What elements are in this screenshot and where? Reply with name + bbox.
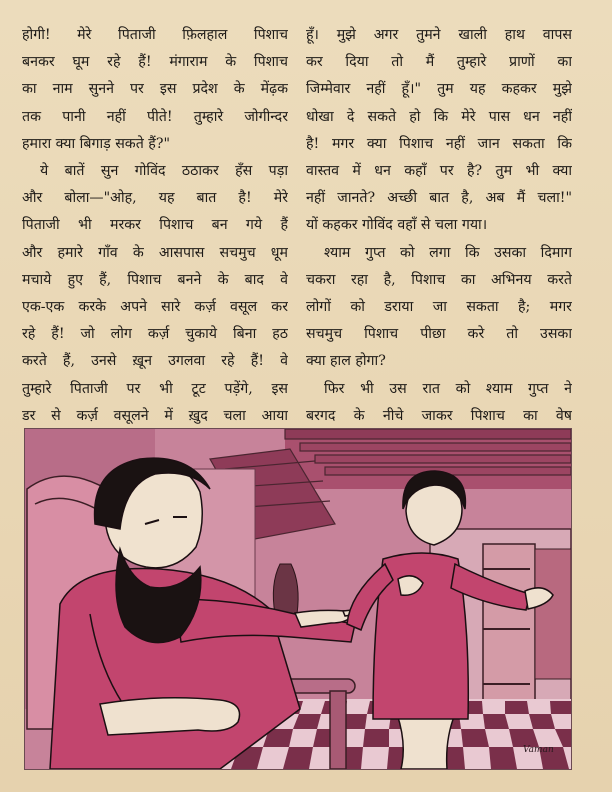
text-column-left: [22, 22, 288, 430]
text-column-right: [306, 22, 572, 430]
text-line: डर से कर्ज़ वसूलने में ख़ुद चला आया: [22, 407, 288, 424]
text-line: पिताजी भी मरकर पिशाच बन गये हैं: [22, 217, 288, 234]
text-line: तक पानी नहीं पीते! तुम्हारे जोगीन्दर: [22, 108, 288, 125]
text-line: मचाये हुए हैं, पिशाच बनने के बाद वे: [22, 271, 288, 288]
text-line: और हमारे गाँव के आसपास सचमुच धूम: [22, 244, 288, 261]
text-line: कर दिया तो मैं तुम्हारे प्राणों का: [306, 54, 572, 71]
text-line: है! मगर क्या पिशाच नहीं जान सकता कि: [306, 135, 572, 152]
text-line: वास्तव में धन कहाँ पर है? तुम भी क्या: [306, 163, 572, 180]
text-line: लोगों को डराया जा सकता है; मगर: [306, 299, 572, 316]
hanging-cloth: [273, 564, 298, 614]
text-line: हूँ। मुझे अगर तुमने खाली हाथ वापस: [306, 27, 572, 43]
text-line: नहीं जानते? अच्छी बात है, अब मैं चला!": [306, 190, 572, 207]
text-line: फिर भी उस रात को श्याम गुप्त ने: [324, 380, 572, 397]
text-line: यों कहकर गोविंद वहाँ से चला गया।: [306, 217, 488, 234]
text-line: धोखा दे सकते हो कि मेरे पास धन नहीं: [306, 108, 572, 125]
text-line: बरगद के नीचे जाकर पिशाच का वेष: [306, 407, 572, 424]
text-line: करते हैं, उनसे ख़ून उगलवा रहे हैं! वे: [22, 353, 288, 370]
text-line: तुम्हारे पिताजी पर भी टूट पड़ेंगे, इस: [22, 380, 288, 397]
text-line: जिम्मेवार नहीं हूँ।" तुम यह कहकर मुझे: [306, 81, 572, 98]
text-line: और बोला—"ओह, यह बात है! मेरे: [22, 190, 288, 207]
text-line: चकरा रहा है, पिशाच का अभिनय करते: [306, 271, 572, 288]
artist-signature: Vaman: [523, 745, 554, 755]
text-line: क्या हाल होगा?: [306, 353, 386, 370]
text-line: सचमुच पिशाच पीछा करे तो उसका: [306, 326, 572, 343]
standing-man-dhoti: [397, 714, 455, 769]
text-line: श्याम गुप्त को लगा कि उसका दिमाग: [324, 244, 572, 261]
text-line: रहे हैं! जो लोग कर्ज़ चुकाये बिना हठ: [22, 326, 288, 343]
text-line: का नाम सुनने पर इस प्रदेश के मेंढ़क: [22, 81, 288, 98]
text-line: होगी! मेरे पिताजी फ़िलहाल पिशाच: [22, 27, 288, 43]
story-illustration: [24, 428, 572, 770]
resting-hand: [100, 698, 240, 735]
text-line: बनकर घूम रहे हैं! मंगाराम के पिशाच: [22, 54, 288, 71]
text-line: हमारा क्या बिगाड़ सकते हैं?": [22, 135, 170, 152]
text-line: एक-एक करके अपने सारे कर्ज़ वसूल कर: [22, 299, 288, 316]
text-line: ये बातें सुन गोविंद ठठाकर हँस पड़ा: [40, 163, 288, 180]
